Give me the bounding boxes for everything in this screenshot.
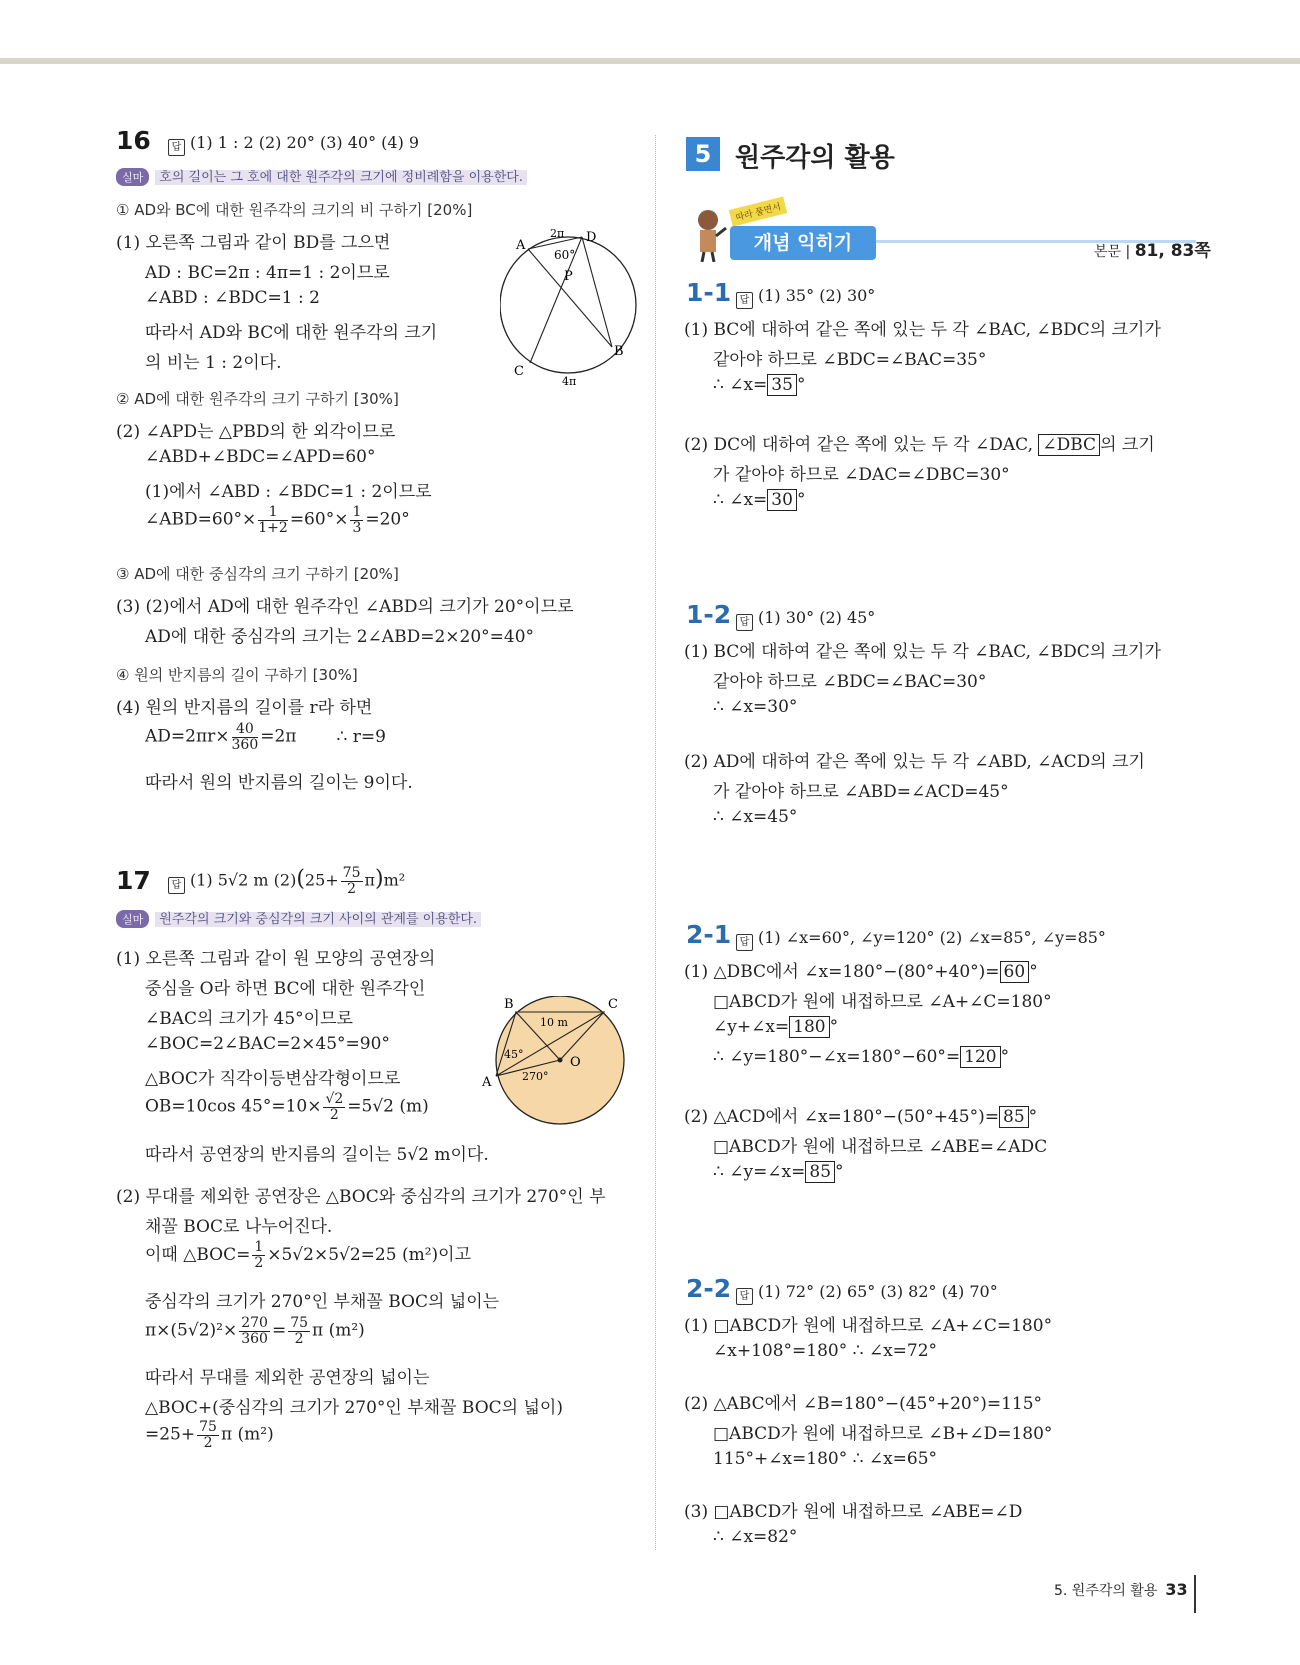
text-line: (2) △ACD에서 ∠x=180°−(50°+45°)= 85 °: [684, 1107, 1038, 1127]
calc-sector: π×(5√2)²× $\frac{270}{360}$ = $\frac{75}{2}$ π (m²): [145, 1315, 365, 1347]
point-b-label: B: [504, 997, 514, 1012]
text-line: 중심을 O라 하면 BC에 대한 원주각인: [145, 979, 426, 999]
tip-text: 원주각의 크기와 중심각의 크기 사이의 관계를 이용한다.: [155, 912, 481, 927]
boxed-answer: 85: [999, 1106, 1029, 1128]
tip-badge: 실마: [116, 910, 149, 928]
step-1-heading: ① AD와 BC에 대한 원주각의 크기의 비 구하기 [20%]: [116, 201, 473, 219]
tip-badge: 실마: [116, 168, 149, 186]
text-line: (3) □ABCD가 원에 내접하므로 ∠ABE=∠D: [684, 1502, 1023, 1522]
step-4-heading: ④ 원의 반지름의 길이 구하기 [30%]: [116, 666, 358, 684]
point-c-label: C: [514, 364, 524, 379]
page-number: 33: [1165, 1580, 1188, 1599]
text-line: △BOC+(중심각의 크기가 270°인 부채꼴 BOC의 넓이): [145, 1398, 563, 1418]
text-line: ∠ABD+∠BDC=∠APD=60°: [145, 447, 376, 467]
text-line: (4) 원의 반지름의 길이를 r라 하면: [116, 698, 373, 718]
concept-label: 개념 익히기: [730, 226, 876, 260]
text-line: ∴ ∠y=180°−∠x=180°−60°= 120 °: [713, 1047, 1010, 1067]
column-divider: [655, 135, 656, 1550]
point-c-label: C: [608, 997, 618, 1012]
text-line: 중심각의 크기가 270°인 부채꼴 BOC의 넓이는: [145, 1292, 500, 1312]
text-line: (1) 오른쪽 그림과 같이 원 모양의 공연장의: [116, 949, 436, 969]
fraction: $\frac{1}{1+2}$: [258, 504, 288, 536]
fraction: $\frac{75}{2}$: [342, 865, 361, 897]
text-line: (1) □ABCD가 원에 내접하므로 ∠A+∠C=180°: [684, 1316, 1053, 1336]
answer-icon: 답: [168, 877, 185, 894]
boxed-answer: 85: [805, 1161, 835, 1183]
text-line: □ABCD가 원에 내접하므로 ∠B+∠D=180°: [713, 1424, 1053, 1444]
fraction: $\frac{√2}{2}$: [325, 1091, 344, 1123]
fraction: $\frac{1}{3}$: [352, 504, 362, 536]
point-b-label: B: [614, 344, 624, 359]
boxed-answer: 60: [1000, 961, 1030, 983]
problem-16-tip: [116, 166, 527, 186]
problem-2-1-number: 2-1: [686, 920, 732, 949]
step-3-heading: ③ AD에 대한 중심각의 크기 구하기 [20%]: [116, 565, 399, 583]
text-line: 가 같아야 하므로 ∠ABD=∠ACD=45°: [713, 782, 1009, 802]
problem-1-2-number: 1-2: [686, 600, 732, 629]
problem-2-2-answer: 답 (1) 72° (2) 65° (3) 82° (4) 70°: [736, 1282, 998, 1305]
tip-text: 호의 길이는 그 호에 대한 원주각의 크기에 정비례함을 이용한다.: [155, 170, 527, 185]
calc-total: =25+ $\frac{75}{2}$ π (m²): [145, 1419, 274, 1451]
text-line: ∴ ∠x=82°: [713, 1527, 798, 1547]
text-line: (3) (2)에서 AD에 대한 원주각인 ∠ABD의 크기가 20°이므로: [116, 597, 574, 617]
point-p-label: P: [564, 269, 573, 284]
angle-60-label: 60°: [554, 248, 576, 262]
text-line: ∴ ∠y=∠x= 85 °: [713, 1162, 844, 1182]
point-d-label: D: [586, 230, 597, 245]
problem-1-1-number: 1-1: [686, 278, 732, 307]
answer-icon: 답: [736, 614, 753, 631]
boxed-answer: ∠DBC: [1038, 434, 1100, 456]
problem-2-1-answer: 답 (1) ∠x=60°, ∠y=120° (2) ∠x=85°, ∠y=85°: [736, 928, 1106, 951]
page-footer: [1054, 1580, 1188, 1600]
text-line: (2) △ABC에서 ∠B=180°−(45°+20°)=115°: [684, 1394, 1043, 1414]
point-o-label: O: [570, 1055, 581, 1070]
text-line: (1)에서 ∠ABD : ∠BDC=1 : 2이므로: [145, 482, 432, 502]
answer-icon: 답: [736, 934, 753, 951]
fraction: $\frac{75}{2}$: [290, 1315, 309, 1347]
answer-icon: 답: [168, 139, 185, 156]
text-line: ∴ ∠x=45°: [713, 807, 798, 827]
text-line: 의 비는 1 : 2이다.: [145, 353, 282, 373]
fraction: $\frac{270}{360}$: [241, 1315, 268, 1347]
text-line: (2) AD에 대하여 같은 쪽에 있는 두 각 ∠ABD, ∠ACD의 크기: [684, 752, 1145, 772]
circle-figure-17: [482, 996, 632, 1146]
top-band: [0, 58, 1300, 64]
footer-chapter: 5. 원주각의 활용: [1054, 1583, 1158, 1599]
step-2-heading: ② AD에 대한 원주각의 크기 구하기 [30%]: [116, 390, 399, 408]
text-line: ∠BOC=2∠BAC=2×45°=90°: [145, 1034, 390, 1054]
arc-4pi-label: 4π: [562, 375, 577, 385]
length-label: 10 m: [540, 1016, 568, 1029]
text-line: 따라서 공연장의 반지름의 길이는 5√2 m이다.: [145, 1145, 489, 1165]
text-line: 같아야 하므로 ∠BDC=∠BAC=35°: [713, 350, 987, 370]
point-a-label: A: [516, 238, 526, 253]
mascot-icon: [690, 206, 730, 262]
circle-figure-16: [500, 225, 640, 385]
text-line: AD에 대한 중심각의 크기는 2∠ABD=2×20°=40°: [145, 627, 535, 647]
calc-radius: AD=2πr× $\frac{40}{360}$ =2π ∴ r=9: [145, 721, 386, 753]
angle-270-label: 270°: [522, 1070, 549, 1083]
text-line: AD : BC=2π : 4π=1 : 2이므로: [145, 263, 390, 283]
fraction: $\frac{40}{360}$: [231, 721, 259, 753]
text-line: 따라서 AD와 BC에 대한 원주각의 크기: [145, 323, 438, 343]
text-line: (2) 무대를 제외한 공연장은 △BOC와 중심각의 크기가 270°인 부: [116, 1187, 606, 1207]
text-line: (1) BC에 대하여 같은 쪽에 있는 두 각 ∠BAC, ∠BDC의 크기가: [684, 320, 1161, 340]
answer-text: (1) 1 : 2 (2) 20° (3) 40° (4) 9: [190, 133, 420, 152]
problem-17-number: 17: [116, 866, 151, 895]
calc-boc: 이때 △BOC= $\frac{1}{2}$ ×5√2×5√2=25 (m²)이고: [145, 1239, 471, 1271]
text-line: △BOC가 직각이등변삼각형이므로: [145, 1069, 401, 1089]
text-line: 같아야 하므로 ∠BDC=∠BAC=30°: [713, 672, 987, 692]
boxed-answer: 180: [789, 1016, 829, 1038]
text-line: (2) ∠APD는 △PBD의 한 외각이므로: [116, 422, 396, 442]
text-line: □ABCD가 원에 내접하므로 ∠A+∠C=180°: [713, 992, 1052, 1012]
text-line: 가 같아야 하므로 ∠DAC=∠DBC=30°: [713, 465, 1010, 485]
boxed-answer: 35: [767, 374, 797, 396]
text-line: ∴ ∠x= 30 °: [713, 490, 806, 510]
text-line: ∠x+108°=180° ∴ ∠x=72°: [713, 1341, 938, 1361]
problem-16-number: 16: [116, 126, 151, 155]
text-line: 115°+∠x=180° ∴ ∠x=65°: [713, 1449, 938, 1469]
text-line: ∠BAC의 크기가 45°이므로: [145, 1009, 353, 1029]
arc-2pi-label: 2π: [550, 227, 565, 240]
section-title: 원주각의 활용: [735, 143, 895, 173]
text-line: ∠y+∠x= 180 °: [713, 1017, 839, 1037]
answer-icon: 답: [736, 1288, 753, 1305]
section-number: 5: [686, 137, 720, 171]
calc-abd: ∠ABD=60°× $\frac{1}{1+2}$ =60°× $\frac{1}{3}$ =20°: [145, 504, 410, 536]
problem-17-tip: [116, 908, 481, 928]
text-line: 따라서 무대를 제외한 공연장의 넓이는: [145, 1368, 430, 1388]
text-line: (1) 오른쪽 그림과 같이 BD를 그으면: [116, 233, 391, 253]
follow-badge: 따라 풀면서: [729, 196, 788, 226]
angle-45-label: 45°: [504, 1048, 524, 1061]
boxed-answer: 120: [960, 1046, 1000, 1068]
text-line: ∠ABD : ∠BDC=1 : 2: [145, 288, 320, 308]
text-line: ∴ ∠x=30°: [713, 697, 798, 717]
fraction: $\frac{1}{2}$: [254, 1239, 264, 1271]
footer-bar: [1194, 1575, 1196, 1613]
text-line: ∴ ∠x= 35 °: [713, 375, 806, 395]
text-line: 따라서 원의 반지름의 길이는 9이다.: [145, 773, 413, 793]
fraction: $\frac{75}{2}$: [199, 1419, 217, 1451]
calc-ob: OB=10cos 45°=10× $\frac{√2}{2}$ =5√2 (m): [145, 1091, 429, 1123]
problem-2-2-number: 2-2: [686, 1274, 732, 1303]
boxed-answer: 30: [767, 489, 797, 511]
answer-icon: 답: [736, 292, 753, 309]
point-a-label: A: [482, 1075, 492, 1090]
text-line: (1) BC에 대하여 같은 쪽에 있는 두 각 ∠BAC, ∠BDC의 크기가: [684, 642, 1161, 662]
text-line: 채꼴 BOC로 나누어진다.: [145, 1217, 333, 1237]
page-reference: 본문 | 81, 83쪽: [1094, 241, 1211, 261]
problem-17-answer: 답 (1) 5√2 m (2)(25+ $\frac{75}{2}$ π)m²: [168, 866, 405, 896]
problem-1-2-answer: 답 (1) 30° (2) 45°: [736, 608, 875, 631]
problem-16-answer: [168, 133, 419, 156]
text-line: (2) DC에 대하여 같은 쪽에 있는 두 각 ∠DAC, ∠DBC 의 크기: [684, 435, 1155, 455]
text-line: (1) △DBC에서 ∠x=180°−(80°+40°)= 60 °: [684, 962, 1038, 982]
problem-1-1-answer: 답 (1) 35° (2) 30°: [736, 286, 875, 309]
text-line: □ABCD가 원에 내접하므로 ∠ABE=∠ADC: [713, 1137, 1048, 1157]
